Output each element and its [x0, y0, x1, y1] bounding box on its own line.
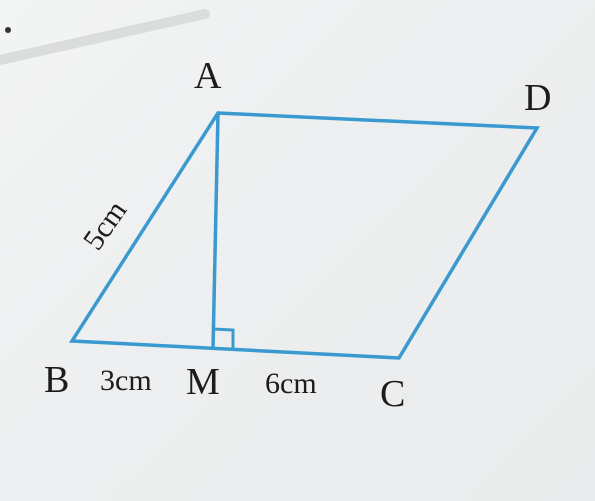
point-label-c: C: [380, 373, 406, 415]
point-label-a: A: [194, 55, 222, 97]
paper-smudge: [0, 14, 205, 60]
altitude-am: [213, 113, 218, 349]
length-label-bm: 3cm: [100, 364, 152, 397]
point-label-b: B: [44, 359, 70, 401]
ink-dot: [5, 27, 11, 33]
length-label-mc: 6cm: [265, 367, 317, 400]
point-label-d: D: [524, 77, 552, 119]
point-label-m: M: [186, 361, 220, 403]
parallelogram-abcd: [72, 113, 537, 358]
length-label-ab: 5cm: [76, 194, 134, 257]
